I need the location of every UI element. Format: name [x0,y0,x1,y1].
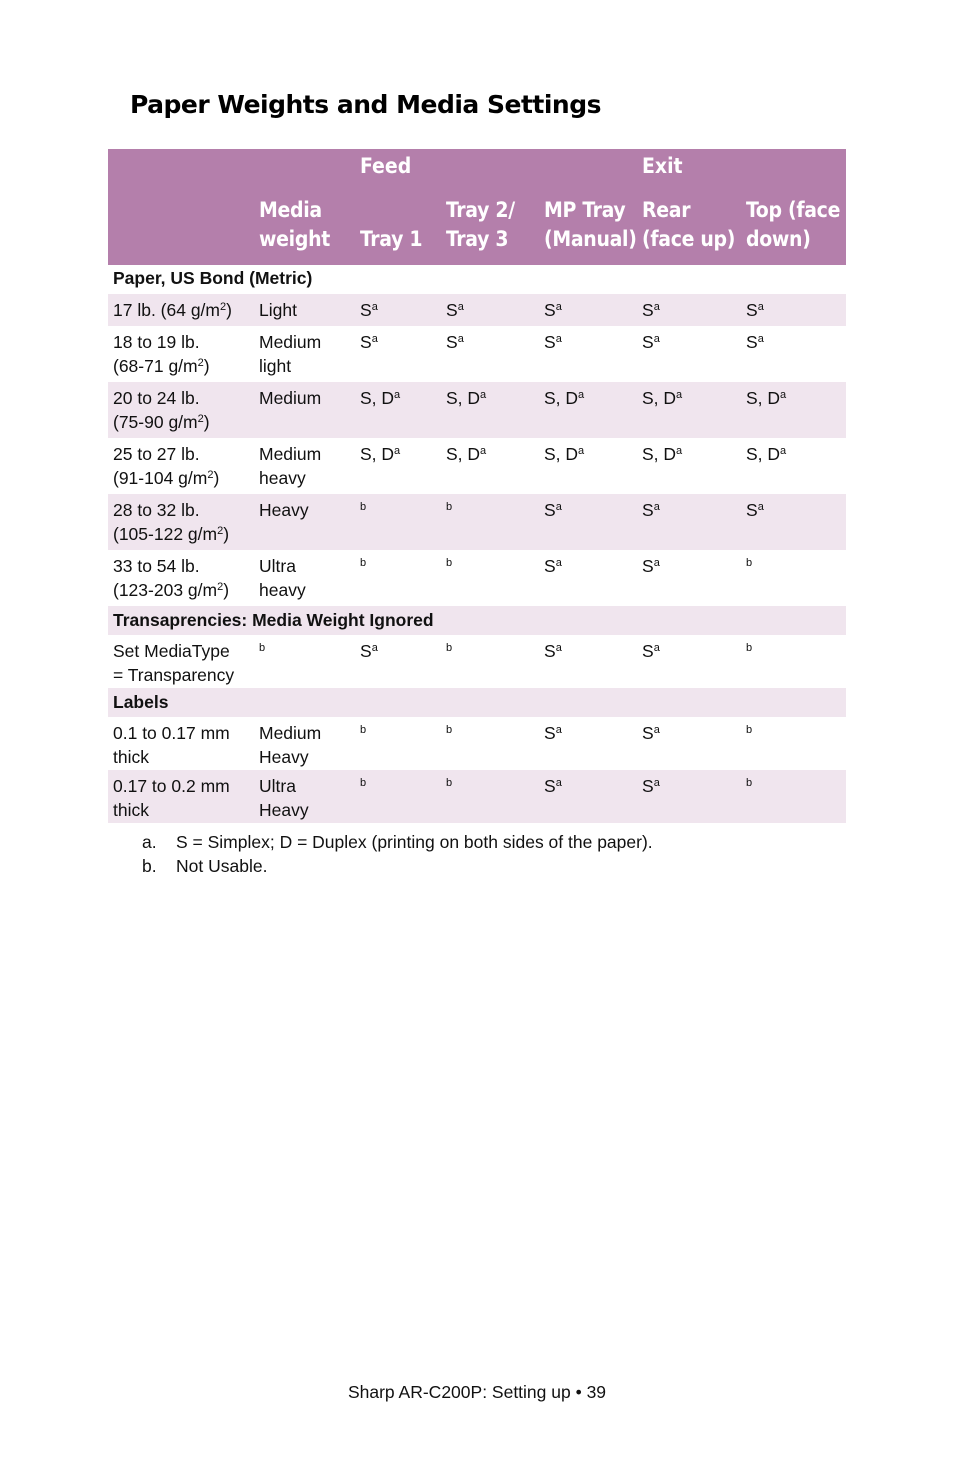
table-row [108,770,846,823]
footnotes [142,830,653,878]
cell-value: $S^a$ [360,332,378,352]
cell-value: b [446,777,453,789]
cell-weight: 33 to 54 lb. (123-203 $g/m^2$) [113,556,230,600]
cell-value: b [360,777,367,789]
cell-value: S, $D^a$ [544,444,585,464]
cell-media: Medium [259,388,322,408]
paper-rows [108,294,846,606]
cell-value: $S^a$ [642,500,660,520]
cell-value: $S^a$ [360,641,378,661]
table-row [108,326,846,382]
page-footer: Sharp AR-C200P: Setting up • 39 [347,1382,607,1402]
table-row [108,717,846,770]
cell-value: S, $D^a$ [544,388,585,408]
cell-value: S, $D^a$ [446,444,487,464]
cell-value: $S^a$ [642,776,660,796]
cell-media: Medium heavy [259,444,322,488]
transparency-rows [108,635,846,688]
cell-value: $S^a$ [446,332,464,352]
table-row [108,550,846,606]
header-group-exit: Exit [642,154,683,178]
cell-media: b [259,642,266,654]
cell-weight: 17 lb. (64 $g/m^2$) [113,300,232,320]
cell-media: Light [259,300,297,320]
cell-value: $S^a$ [642,723,660,743]
header-mp-tray: MP Tray (Manual) [544,198,637,251]
header-tray23: Tray 2/ Tray 3 [446,198,515,251]
page-title: Paper Weights and Media Settings [130,90,601,119]
cell-value: b [446,501,453,513]
table-row [108,294,846,326]
cell-value: b [446,724,453,736]
cell-value: b [746,724,753,736]
cell-media: Ultra heavy [259,556,306,600]
cell-value: $S^a$ [642,641,660,661]
cell-value: b [360,557,367,569]
table-row [108,635,846,688]
cell-value: $S^a$ [544,641,562,661]
label-rows [108,717,846,823]
cell-value: b [746,642,753,654]
cell-weight: 28 to 32 lb. (105-122 $g/m^2$) [113,500,230,544]
cell-value: b [746,557,753,569]
cell-weight: 25 to 27 lb. (91-104 $g/m^2$) [113,444,220,488]
cell-value: $S^a$ [746,332,764,352]
cell-value: $S^a$ [544,723,562,743]
cell-value: $S^a$ [642,556,660,576]
cell-media: Medium light [259,332,322,376]
cell-value: $S^a$ [544,776,562,796]
cell-value: S, $D^a$ [746,444,787,464]
cell-value: $S^a$ [544,500,562,520]
cell-value: $S^a$ [446,300,464,320]
cell-value: $S^a$ [360,300,378,320]
cell-value: $S^a$ [746,300,764,320]
cell-weight: 0.1 to 0.17 mm thick [113,723,230,767]
cell-value: $S^a$ [746,500,764,520]
footnote-b: b. Not Usable. [142,856,268,876]
table-header [108,149,846,265]
cell-media: Heavy [259,500,309,520]
cell-weight: Set MediaType = Transparency [113,641,235,685]
cell-media: Ultra Heavy [259,776,309,820]
cell-weight: 18 to 19 lb. (68-71 $g/m^2$) [113,332,210,376]
cell-value: S, $D^a$ [446,388,487,408]
section-transparencies: Transaprencies: Media Weight Ignored [108,606,846,635]
cell-value: $S^a$ [544,556,562,576]
header-tray1: Tray 1 [360,227,423,251]
cell-weight: 0.17 to 0.2 mm thick [113,776,230,820]
header-group-feed: Feed [360,154,412,178]
table-row [108,494,846,550]
cell-value: b [746,777,753,789]
cell-value: S, $D^a$ [642,388,683,408]
media-settings-table [108,149,846,823]
cell-value: S, $D^a$ [360,388,401,408]
cell-media: Medium Heavy [259,723,322,767]
cell-value: b [446,642,453,654]
cell-value: b [360,724,367,736]
cell-value: b [360,501,367,513]
table-row [108,438,846,494]
section-labels: Labels [108,688,846,717]
cell-value: $S^a$ [642,332,660,352]
cell-value: S, $D^a$ [746,388,787,408]
cell-value: b [446,557,453,569]
cell-value: S, $D^a$ [360,444,401,464]
cell-value: S, $D^a$ [642,444,683,464]
header-media-weight: Media weight [259,198,330,251]
cell-value: $S^a$ [544,300,562,320]
cell-value: $S^a$ [642,300,660,320]
header-rear: Rear (face up) [642,198,736,251]
footnote-a: a. S = Simplex; D = Duplex (printing on both sides of the paper). [142,832,653,852]
cell-value: $S^a$ [544,332,562,352]
cell-weight: 20 to 24 lb. (75-90 $g/m^2$) [113,388,210,432]
table-row [108,382,846,438]
section-paper: Paper, US Bond (Metric) [113,268,313,288]
header-top: Top (face down) [746,198,841,251]
